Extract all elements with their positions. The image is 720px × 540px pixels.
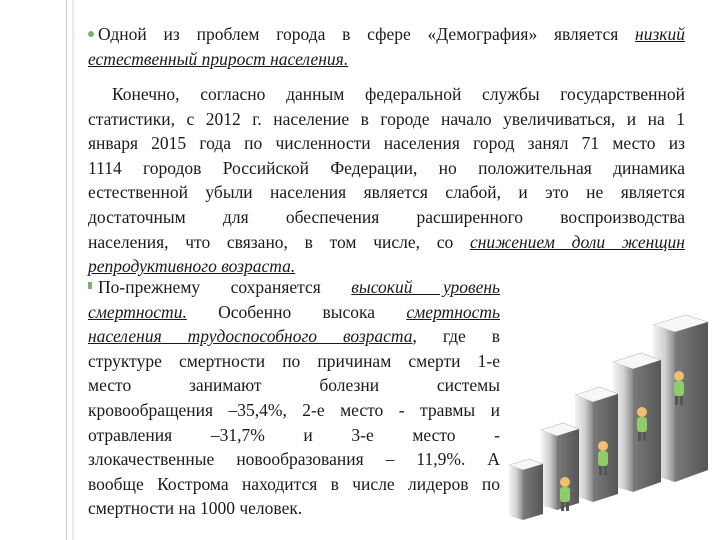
text-line: вообще Кострома находится в числе лидеров по — [88, 473, 500, 494]
text-line: достаточным для обеспечения расширенного воспроизводства — [88, 206, 685, 227]
paragraph-statistics — [88, 82, 685, 279]
text-line — [88, 22, 685, 47]
left-border-band — [72, 0, 75, 540]
text-line — [88, 275, 500, 300]
left-divider — [66, 0, 67, 540]
emphasis-text: населения трудоспособного возраста — [88, 326, 413, 347]
text-span: , где в — [412, 326, 500, 347]
emphasis-line: естественный прирост населения. — [88, 48, 349, 69]
text-line — [88, 230, 685, 255]
text-span: населения, что связано, в том числе, со — [88, 231, 470, 252]
text-line: января 2015 года по численности населения город занял 71 место из — [88, 133, 685, 154]
text-line: место занимают болезни системы — [88, 375, 500, 396]
rising-bar-chart-with-people-icon — [503, 270, 718, 532]
paragraph-mortality — [88, 275, 500, 521]
text-line — [88, 300, 500, 325]
emphasis-line: репродуктивного возраста. — [88, 256, 296, 277]
bullet-icon — [88, 31, 94, 37]
emphasis-text: снижением доли женщин — [469, 231, 685, 252]
text-line: структуре смертности по причинам смерти 1-е — [88, 350, 500, 371]
emphasis-text: низкий — [635, 24, 685, 44]
text-line: 1114 городов Российской Федерации, но положительная динамика — [88, 157, 685, 178]
paragraph-demography-problem — [88, 22, 685, 71]
text-line: отравления –31,7% и 3-е место - — [88, 424, 500, 445]
emphasis-text: высокий уровень — [351, 277, 501, 297]
text-span: Особенно высока — [186, 301, 407, 322]
text-line: смертности на 1000 человек. — [88, 498, 303, 519]
bar-1 — [509, 459, 543, 520]
text-line: естественной убыли населения является слабой, и это не является — [88, 182, 685, 203]
text-span: По-прежнему сохраняется — [98, 277, 352, 297]
emphasis-text: смертность — [406, 301, 500, 322]
emphasis-text: смертности. — [88, 301, 187, 322]
text-span: Одной из проблем города в сфере «Демография» является — [98, 24, 636, 44]
text-line: Конечно, согласно данным федеральной службы государственной — [112, 84, 685, 104]
text-line — [88, 324, 500, 349]
bullet-icon — [88, 282, 92, 289]
text-line: статистики, с 2012 г. население в городе начало увеличиваться, и на 1 — [88, 108, 685, 129]
text-line: кровообращения –35,4%, 2-е место - травмы и — [88, 399, 500, 420]
bar-3 — [575, 387, 618, 502]
text-line: злокачественные новообразования – 11,9%. А — [88, 449, 500, 470]
